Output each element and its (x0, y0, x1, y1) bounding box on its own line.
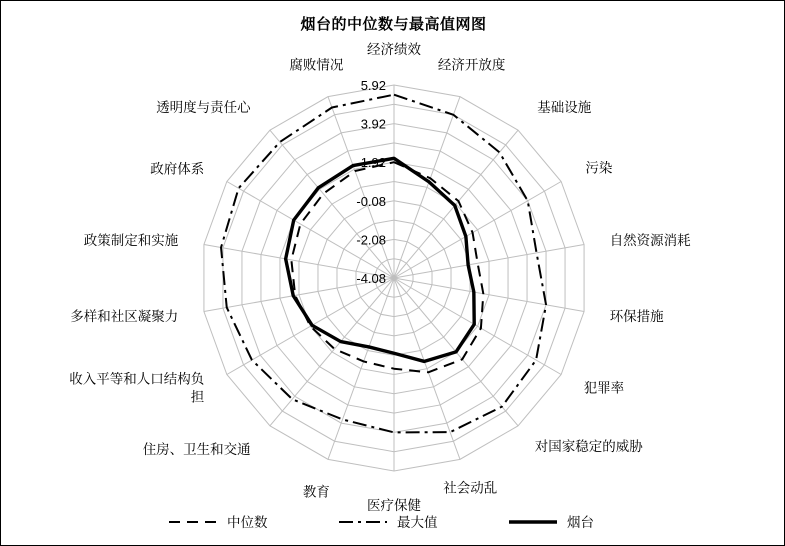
chart-legend (169, 514, 595, 530)
axis-label-9 (367, 497, 421, 513)
axis-label-text: 经济绩效 (367, 42, 421, 57)
axis-label-text: 透明度与责任心 (156, 100, 251, 116)
axis-label-2 (537, 99, 591, 115)
axis-label-text: 政府体系 (150, 161, 205, 177)
radial-tick-label: 1.92 (360, 155, 386, 171)
radial-tick-label: 5.92 (360, 78, 386, 93)
series-dashdot (221, 95, 546, 433)
axis-label-text: 住房、卫生和交通 (142, 441, 251, 457)
axis-label-text: 社会动乱 (443, 480, 498, 496)
radial-tick-label: -4.08 (356, 271, 386, 286)
axis-label-13 (70, 308, 178, 324)
axis-label-1 (438, 57, 506, 73)
axis-label-text: 教育 (302, 484, 330, 500)
series-layer (221, 95, 546, 433)
axis-label-11 (143, 441, 251, 457)
radar-chart-svg (1, 1, 785, 546)
axis-label-text: 收入平等和人口结构负 (69, 371, 205, 387)
axis-label-15 (150, 161, 204, 177)
axis-label-text: 环保措施 (609, 309, 664, 324)
axis-label-14 (84, 233, 179, 248)
axis-label-text: 经济开放度 (437, 57, 506, 73)
axis-label-text: 政策制定和实施 (83, 233, 179, 248)
axis-label-text: 担 (190, 389, 205, 405)
legend-label: 烟台 (567, 515, 594, 530)
axis-label-12 (69, 371, 204, 405)
axis-label-17 (289, 57, 343, 73)
tick-label-layer (356, 78, 386, 286)
axis-label-text: 犯罪率 (583, 380, 625, 396)
axis-label-text: 多样和社区凝聚力 (70, 309, 179, 324)
axis-label-text: 自然资源消耗 (609, 233, 691, 248)
axis-label-16 (156, 99, 251, 115)
radial-tick-label: 3.92 (360, 116, 386, 132)
axis-label-5 (610, 309, 664, 324)
axis-label-text: 对国家稳定的威胁 (534, 438, 643, 454)
chart-title: 烟台的中位数与最高值网图 (300, 16, 487, 33)
legend-label: 最大值 (397, 515, 438, 530)
axis-label-text: 污染 (585, 160, 613, 176)
axis-label-7 (535, 438, 643, 454)
axis-label-text: 医疗保健 (367, 498, 421, 513)
axis-label-10 (303, 483, 330, 499)
axis-spoke (394, 97, 460, 278)
axis-label-text: 腐败情况 (289, 57, 344, 73)
axis-label-8 (443, 480, 497, 496)
axis-label-4 (610, 232, 691, 248)
legend-label: 中位数 (227, 515, 268, 530)
axis-spoke (328, 278, 394, 459)
axis-label-6 (584, 381, 625, 396)
radial-tick-label: -2.08 (356, 232, 386, 248)
axis-label-0 (367, 41, 421, 57)
radial-tick-label: -0.08 (356, 193, 386, 209)
axis-label-text: 基础设施 (537, 100, 592, 116)
axis-label-3 (585, 160, 613, 176)
